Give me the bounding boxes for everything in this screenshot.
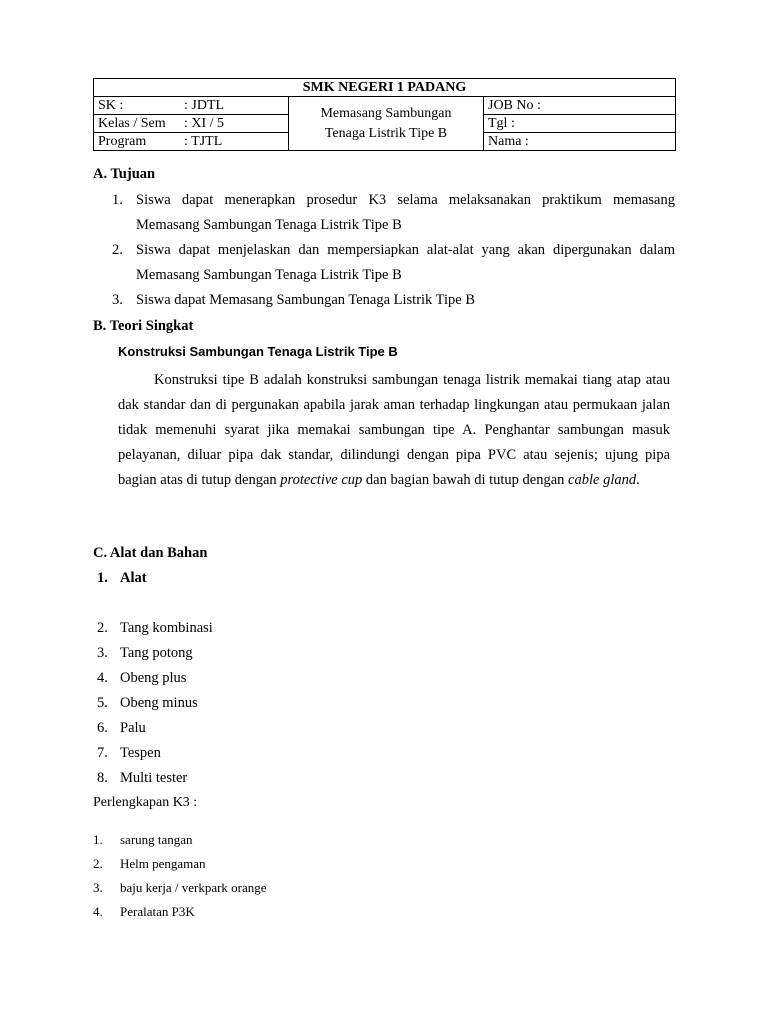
list-item-number: 4. xyxy=(93,904,103,919)
list-item-number: 2. xyxy=(112,242,123,258)
list-item-number: 6. xyxy=(97,720,108,736)
kelas-label: Kelas / Sem xyxy=(98,116,166,131)
list-item-number: 7. xyxy=(97,745,108,761)
list-item-number: 5. xyxy=(97,695,108,711)
header-table xyxy=(93,78,676,151)
program-value: : TJTL xyxy=(184,134,223,149)
para-text-mid: dan bagian bawah di tutup dengan xyxy=(362,472,569,488)
list-item-number: 8. xyxy=(97,770,108,786)
program-label: Program xyxy=(98,134,147,149)
section-a-heading: A. Tujuan xyxy=(93,166,156,182)
nama-cell: Nama : xyxy=(484,133,676,151)
job-title-line2: Tenaga Listrik Tipe B xyxy=(324,125,448,141)
job-no-cell: JOB No : xyxy=(484,97,676,115)
list-item-number: 3. xyxy=(112,292,123,308)
list-item-text: Tespen xyxy=(120,745,161,761)
list-item xyxy=(112,238,675,288)
list-item xyxy=(93,828,267,852)
list-item-text: Tang potong xyxy=(120,645,193,661)
list-item-text: Tang kombinasi xyxy=(120,620,213,636)
list-item xyxy=(112,188,675,238)
list-item xyxy=(93,852,267,876)
para-text-end: . xyxy=(636,472,640,488)
job-title-line1: Memasang Sambungan xyxy=(320,105,452,121)
list-item-number: 4. xyxy=(97,670,108,686)
list-item xyxy=(97,691,213,716)
list-item xyxy=(97,766,213,791)
list-item-number: 1. xyxy=(112,192,123,208)
list-item xyxy=(97,616,213,641)
program-cell xyxy=(94,133,289,151)
list-item xyxy=(97,641,213,666)
list-item-text: Helm pengaman xyxy=(120,856,206,871)
alat-heading-item xyxy=(97,566,147,591)
teori-paragraph xyxy=(118,368,670,493)
section-b-heading: B. Teori Singkat xyxy=(93,318,194,334)
kelas-value: : XI / 5 xyxy=(184,116,225,131)
para-italic-cable-gland: cable gland xyxy=(568,472,637,488)
k3-list xyxy=(93,828,267,924)
list-item-text: Siswa dapat menerapkan prosedur K3 selama melaksanakan praktikum memasang Memasang Sambungan Tenaga Listrik Tipe B xyxy=(136,192,675,233)
list-item-number: 3. xyxy=(97,645,108,661)
alat-label: Alat xyxy=(120,570,147,586)
job-title-cell xyxy=(289,97,484,151)
sk-value: : JDTL xyxy=(184,98,225,113)
list-item-text: Siswa dapat Memasang Sambungan Tenaga Listrik Tipe B xyxy=(136,292,476,308)
school-name: SMK NEGERI 1 PADANG xyxy=(94,79,676,97)
section-c-heading: C. Alat dan Bahan xyxy=(93,545,208,561)
tgl-cell: Tgl : xyxy=(484,115,676,133)
list-item-number: 2. xyxy=(93,856,103,871)
list-item-number: 3. xyxy=(93,880,103,895)
list-item xyxy=(97,741,213,766)
alat-number: 1. xyxy=(97,570,108,586)
list-item-text: Siswa dapat menjelaskan dan mempersiapkan alat-alat yang akan dipergunakan dalam Memasang Sambungan Tenaga Listrik Tipe B xyxy=(136,242,675,283)
list-item-number: 1. xyxy=(93,832,103,847)
para-text-start: Konstruksi tipe B adalah konstruksi sambungan tenaga listrik memakai tiang atap atau dak standar dan di pergunakan apabila jarak aman terhadap lingkungan atau permukaan jalan tidak memenuhi syarat jika memakai sambungan tipe A. Penghantar sambungan masuk pelayanan, diluar pipa dak standar, dilindungi dengan pipa PVC atau sejenis; ujung pipa bagian atas di tutup dengan xyxy=(118,372,670,488)
list-item-text: Obeng plus xyxy=(120,670,187,686)
sk-label: SK : xyxy=(98,98,124,113)
list-item-text: Peralatan P3K xyxy=(120,904,195,919)
kelas-cell xyxy=(94,115,289,133)
para-italic-protective-cup: protective cup xyxy=(280,472,363,488)
list-item xyxy=(112,288,675,313)
list-item xyxy=(93,900,267,924)
list-item xyxy=(93,876,267,900)
sk-cell xyxy=(94,97,289,115)
tujuan-list xyxy=(112,188,675,313)
list-item xyxy=(97,666,213,691)
k3-title: Perlengkapan K3 : xyxy=(93,795,198,810)
list-item xyxy=(97,716,213,741)
list-item-text: Palu xyxy=(120,720,146,736)
list-item-number: 2. xyxy=(97,620,108,636)
alat-list xyxy=(97,616,213,791)
alat-heading xyxy=(97,566,147,591)
section-b-subheading: Konstruksi Sambungan Tenaga Listrik Tipe B xyxy=(118,344,398,359)
list-item-text: sarung tangan xyxy=(120,832,193,847)
list-item-text: Obeng minus xyxy=(120,695,198,711)
list-item-text: baju kerja / verkpark orange xyxy=(120,880,267,895)
list-item-text: Multi tester xyxy=(120,770,188,786)
